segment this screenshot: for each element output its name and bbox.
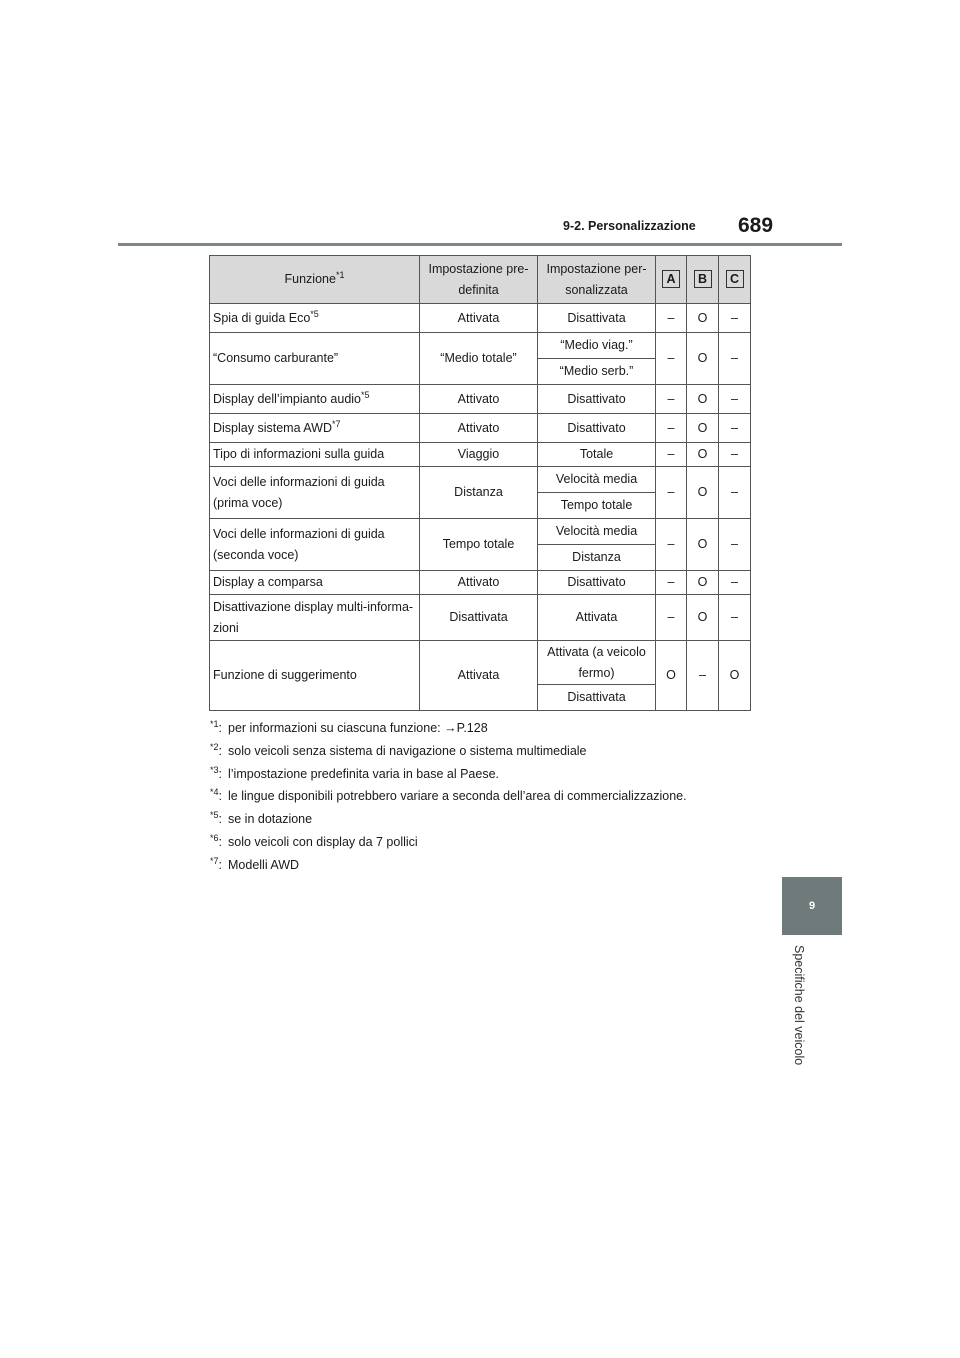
footnote-mark-number: *3 <box>210 764 219 775</box>
cell-a: – <box>656 467 687 519</box>
cell-default: Attivata <box>420 304 538 333</box>
footnote-mark: $^{*2}$: <box>210 741 222 758</box>
cell-function <box>210 443 420 467</box>
table-row <box>210 641 751 685</box>
cell-custom: Distanza <box>538 545 656 571</box>
cell-function <box>210 333 420 385</box>
footnote-text: per informazioni su ciascuna funzione: →P.128 <box>228 721 488 735</box>
footnote-mark-number: *1 <box>210 718 219 729</box>
cell-b: O <box>687 467 719 519</box>
cell-custom: Velocità media <box>538 467 656 493</box>
function-label: Display sistema AWD <box>213 420 333 435</box>
header-c: C <box>719 256 751 304</box>
cell-a: O <box>656 641 687 711</box>
header-a: A <box>656 256 687 304</box>
function-label: Voci delle informazioni di guida (prima voce) <box>213 474 385 510</box>
cell-default: Distanza <box>420 467 538 519</box>
header-b: B <box>687 256 719 304</box>
cell-function <box>210 304 420 333</box>
cell-default: Attivata <box>420 641 538 711</box>
table-row <box>210 595 751 641</box>
cell-a: – <box>656 414 687 443</box>
cell-c: – <box>719 519 751 571</box>
cell-c: O <box>719 641 751 711</box>
cell-custom: Attivata <box>538 595 656 641</box>
function-note: *5 <box>361 389 370 400</box>
cell-function <box>210 467 420 519</box>
table-row <box>210 414 751 443</box>
cell-c: – <box>719 571 751 595</box>
cell-default: Attivato <box>420 414 538 443</box>
cell-c: – <box>719 333 751 385</box>
cell-a: – <box>656 304 687 333</box>
cell-a: – <box>656 519 687 571</box>
footnote-mark-number: *7 <box>210 855 219 866</box>
table-header-row <box>210 256 751 304</box>
cell-a: – <box>656 571 687 595</box>
cell-function <box>210 414 420 443</box>
cell-b: O <box>687 304 719 333</box>
cell-custom: “Medio serb.” <box>538 359 656 385</box>
cell-custom: Disattivato <box>538 571 656 595</box>
header-function: Funzione$^{*1}$ <box>210 256 420 304</box>
cell-a: – <box>656 333 687 385</box>
cell-function <box>210 385 420 414</box>
footnote-mark: $^{*1}$: <box>210 718 222 735</box>
footnote <box>210 831 770 854</box>
cell-c: – <box>719 385 751 414</box>
cell-function <box>210 519 420 571</box>
page-number: 689 <box>738 214 774 237</box>
table-row <box>210 571 751 595</box>
chapter-number: 9 <box>808 900 816 912</box>
table-row <box>210 443 751 467</box>
cell-b: – <box>687 641 719 711</box>
function-label: Funzione di suggerimento <box>213 668 357 682</box>
header-rule <box>118 243 842 246</box>
cell-default: “Medio totale” <box>420 333 538 385</box>
cell-custom: Disattivato <box>538 385 656 414</box>
table-row <box>210 385 751 414</box>
footnote-text: le lingue disponibili potrebbero variare a seconda dell’area di commercializzazione. <box>228 789 687 804</box>
cell-function <box>210 641 420 711</box>
table-row <box>210 304 751 333</box>
footnote-mark-number: *6 <box>210 832 219 843</box>
footnote-mark-number: *2 <box>210 741 219 752</box>
cell-a: – <box>656 595 687 641</box>
cell-function <box>210 571 420 595</box>
footnote <box>210 763 770 786</box>
cell-c: – <box>719 595 751 641</box>
cell-b: O <box>687 414 719 443</box>
footnote-text: se in dotazione <box>228 812 313 827</box>
cell-custom: Tempo totale <box>538 493 656 519</box>
function-label: Disattivazione display multi-informa-zioni <box>213 599 414 635</box>
chapter-label: Specifiche del veicolo <box>792 945 806 1066</box>
table-row <box>210 467 751 493</box>
cell-function <box>210 595 420 641</box>
function-note: *5 <box>310 308 319 319</box>
footnote-text: solo veicoli con display da 7 pollici <box>228 834 418 849</box>
cell-default: Viaggio <box>420 443 538 467</box>
cell-custom: Disattivata <box>538 685 656 711</box>
cell-a: – <box>656 385 687 414</box>
footnote-mark: $^{*7}$: <box>210 855 222 872</box>
function-label: Voci delle informazioni di guida (seconda voce) <box>213 526 385 562</box>
cell-c: – <box>719 443 751 467</box>
settings-table <box>209 255 751 711</box>
table-row <box>210 519 751 545</box>
footnote <box>210 785 770 808</box>
footnote-mark-number: *5 <box>210 810 219 821</box>
cell-custom: Velocità media <box>538 519 656 545</box>
chapter-tab <box>782 877 842 935</box>
cell-a: – <box>656 443 687 467</box>
function-label: Tipo di informazioni sulla guida <box>213 447 385 461</box>
footnote <box>210 854 770 877</box>
cell-default: Tempo totale <box>420 519 538 571</box>
cell-custom: “Medio viag.” <box>538 333 656 359</box>
function-label: Spia di guida Eco <box>213 310 311 325</box>
cell-custom: Disattivata <box>538 304 656 333</box>
header-custom: Impostazione per-sonalizzata <box>538 256 656 304</box>
cell-b: O <box>687 443 719 467</box>
footnote-mark: $^{*5}$: <box>210 810 222 827</box>
table-body <box>210 304 751 711</box>
function-label: “Consumo carburante” <box>213 351 339 365</box>
footnote-text: Modelli AWD <box>228 857 300 872</box>
cell-custom: Disattivato <box>538 414 656 443</box>
cell-b: O <box>687 519 719 571</box>
cell-custom: Totale <box>538 443 656 467</box>
cell-default: Attivato <box>420 571 538 595</box>
function-note: *7 <box>332 418 341 429</box>
footnote <box>210 717 770 740</box>
footnote-mark: $^{*4}$: <box>210 787 222 804</box>
cell-c: – <box>719 414 751 443</box>
cell-b: O <box>687 595 719 641</box>
cell-custom: Attivata (a veicolo fermo) <box>538 641 656 685</box>
cell-b: O <box>687 333 719 385</box>
function-label: Display dell’impianto audio <box>213 391 361 406</box>
cell-c: – <box>719 467 751 519</box>
footnotes <box>210 717 770 877</box>
header-default: Impostazione pre-definita <box>420 256 538 304</box>
section-title: 9-2. Personalizzazione <box>563 219 696 233</box>
footnote-text: l’impostazione predefinita varia in base al Paese. <box>228 766 499 781</box>
footnote-mark-number: *4 <box>210 787 219 798</box>
cell-b: O <box>687 385 719 414</box>
footnote-mark: $^{*3}$: <box>210 764 222 781</box>
cell-c: – <box>719 304 751 333</box>
function-label: Display a comparsa <box>213 575 323 589</box>
cell-b: O <box>687 571 719 595</box>
footnote-mark: $^{*6}$: <box>210 832 222 849</box>
table-row <box>210 333 751 359</box>
footnote <box>210 740 770 763</box>
footnote <box>210 808 770 831</box>
footnote-text: solo veicoli senza sistema di navigazione o sistema multimediale <box>228 743 587 758</box>
cell-default: Attivato <box>420 385 538 414</box>
cell-default: Disattivata <box>420 595 538 641</box>
